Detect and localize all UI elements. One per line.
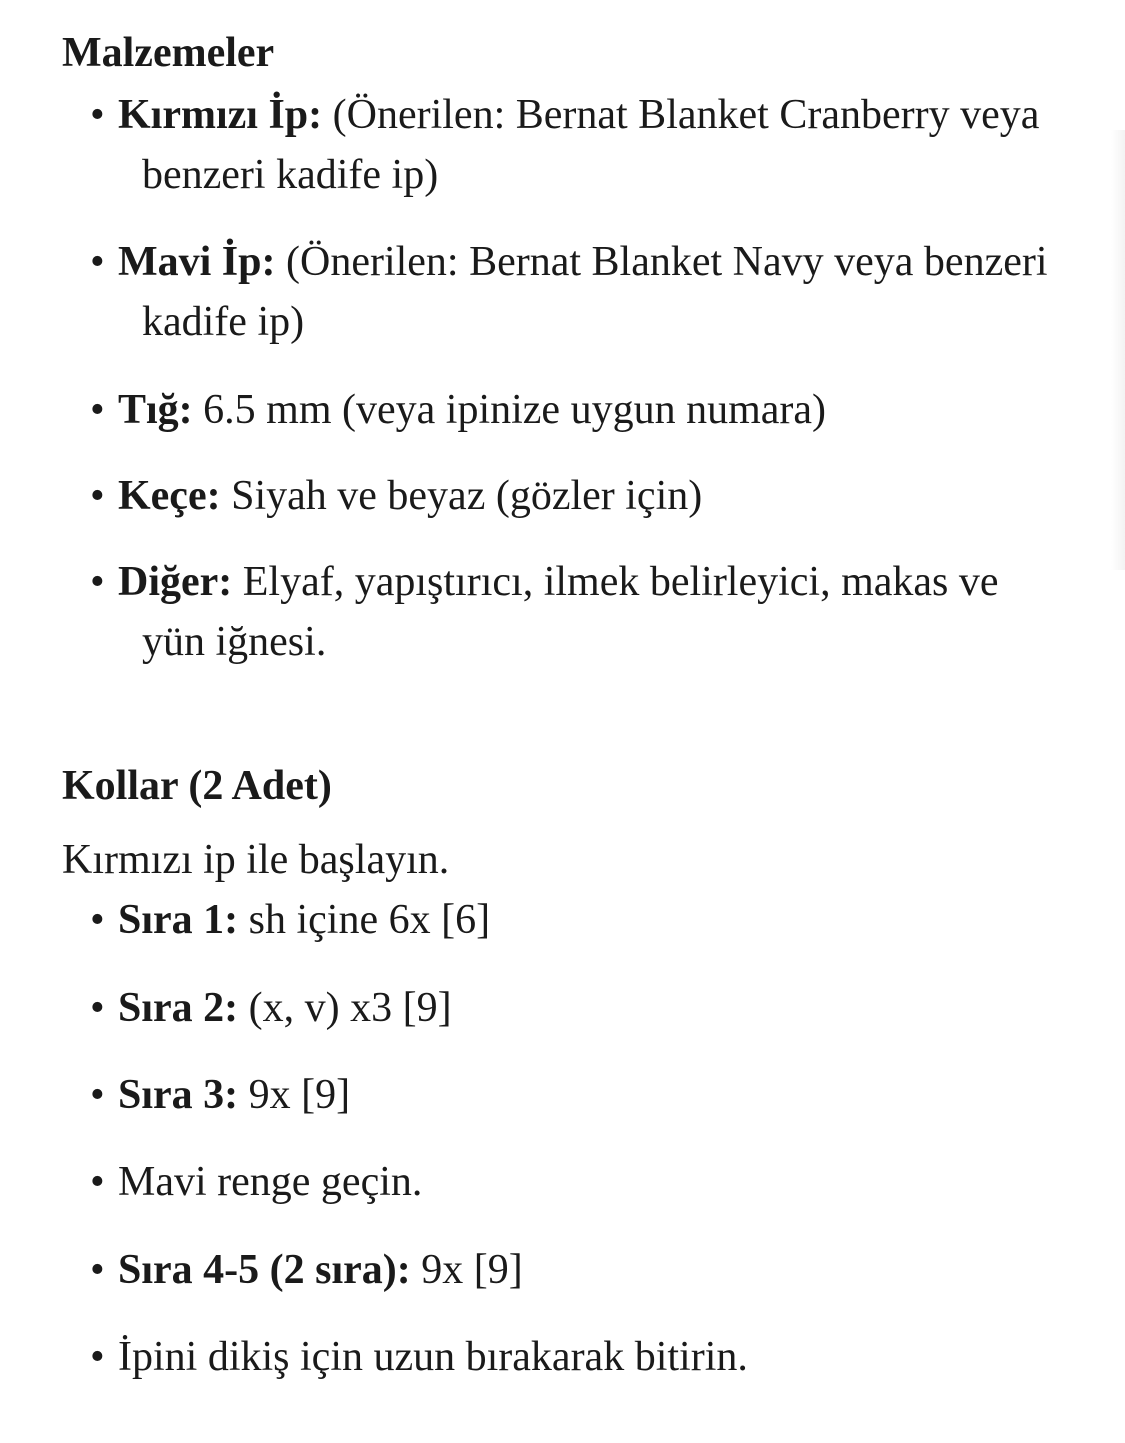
arms-heading: Kollar (2 Adet) [62,763,332,809]
arms-item [90,1065,1070,1125]
materials-item-label: Kırmızı İp: [118,92,323,138]
arms-item-text: İpini dikiş için uzun bırakarak bitirin. [118,1334,748,1380]
bullet-icon: • [90,387,105,433]
arms-item-text: 9x [9] [410,1247,523,1293]
bullet-icon: • [90,1072,105,1118]
materials-item [90,466,1070,526]
materials-item-text: Siyah ve beyaz (gözler için) [220,473,703,519]
bullet-icon: • [90,1247,105,1293]
bullet-icon: • [90,92,105,138]
arms-item-label: Sıra 1: [118,897,239,943]
materials-item-text: (Önerilen: Bernat Blanket Cranberry veya benzeri kadife ip) [142,92,1040,198]
materials-item-text: Elyaf, yapıştırıcı, ilmek belirleyici, makas ve yün iğnesi. [142,559,999,665]
arms-item-label: Sıra 2: [118,985,239,1031]
arms-item-label: Sıra 4-5 (2 sıra): [118,1247,411,1293]
bullet-icon: • [90,1159,105,1205]
arms-item-text: Mavi renge geçin. [118,1159,423,1205]
arms-item [90,890,1070,950]
bullet-icon: • [90,897,105,943]
arms-item-text: sh içine 6x [6] [238,897,491,943]
arms-item [90,1152,1070,1212]
materials-item-text: 6.5 mm (veya ipinize uygun numara) [192,387,826,433]
bullet-icon: • [90,559,105,605]
materials-item [90,380,1070,440]
arms-item-text: 9x [9] [238,1072,351,1118]
arms-item-label: Sıra 3: [118,1072,239,1118]
bullet-icon: • [90,239,105,285]
bullet-icon: • [90,473,105,519]
materials-item-label: Diğer: [118,559,233,605]
materials-item [90,232,1070,352]
bullet-icon: • [90,1334,105,1380]
materials-item-text: (Önerilen: Bernat Blanket Navy veya benzeri kadife ip) [142,239,1048,345]
arms-item-text: (x, v) x3 [9] [238,985,452,1031]
materials-item [90,85,1070,205]
materials-item [90,552,1070,672]
arms-item [90,1327,1070,1387]
bullet-icon: • [90,985,105,1031]
arms-item [90,978,1070,1038]
page-edge-shadow [1111,130,1125,570]
materials-item-label: Mavi İp: [118,239,276,285]
arms-item [90,1240,1070,1300]
arms-intro: Kırmızı ip ile başlayın. [62,837,450,883]
materials-item-label: Keçe: [118,473,221,519]
materials-heading: Malzemeler [62,30,275,76]
materials-item-label: Tığ: [118,387,193,433]
